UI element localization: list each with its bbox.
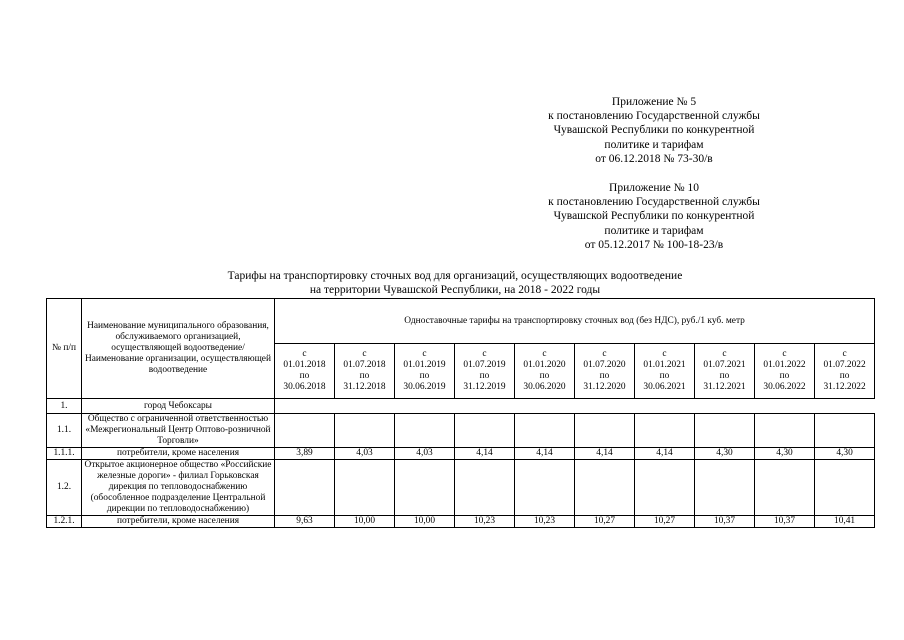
tariff-value <box>515 414 575 448</box>
period-header <box>335 344 395 399</box>
tariff-value <box>335 414 395 448</box>
document-title <box>60 269 850 297</box>
row-number: 1.1.1. <box>47 448 82 460</box>
period-from-word: с <box>302 349 307 359</box>
tariff-value: 4,03 <box>335 448 395 460</box>
tariff-value <box>455 414 515 448</box>
period-to: 30.06.2018 <box>283 382 326 392</box>
period-to-word: по <box>599 371 610 381</box>
title-line-1: Тарифы на транспортировку сточных вод для организаций, осуществляющих водоотведение <box>227 270 683 282</box>
period-to-word: по <box>539 371 550 381</box>
tariff-value: 10,37 <box>695 516 755 528</box>
period-header <box>815 344 875 399</box>
tariff-value: 4,03 <box>395 448 455 460</box>
appendix-5-heading <box>500 95 808 166</box>
tariff-value: 10,00 <box>395 516 455 528</box>
table-row <box>47 516 875 528</box>
appendix-line: от 05.12.2017 № 100-18-23/в <box>584 238 724 251</box>
tariff-value <box>275 460 335 516</box>
table-row <box>47 399 875 414</box>
appendix-line: к постановлению Государственной службы <box>548 110 760 123</box>
period-header <box>695 344 755 399</box>
period-header <box>455 344 515 399</box>
tariff-value <box>275 414 335 448</box>
period-to-word: по <box>719 371 730 381</box>
appendix-line: Чувашской Республики по конкурентной <box>553 124 755 137</box>
appendix-line: Приложение № 5 <box>611 96 697 108</box>
tariff-value <box>755 414 815 448</box>
period-from-word: с <box>422 349 427 359</box>
period-from-word: с <box>542 349 547 359</box>
period-from: 01.07.2019 <box>463 360 506 370</box>
header-num: № п/п <box>47 299 82 399</box>
tariff-value <box>635 460 695 516</box>
period-to-word: по <box>839 371 850 381</box>
period-to: 31.12.2020 <box>583 382 626 392</box>
appendix-line: политике и тарифам <box>604 224 704 237</box>
period-from: 01.01.2020 <box>523 360 566 370</box>
tariff-value: 4,30 <box>815 448 875 460</box>
period-header <box>395 344 455 399</box>
title-line-2: на территории Чувашской Республики, на 2018 - 2022 годы <box>309 284 601 296</box>
period-from-word: с <box>482 349 487 359</box>
period-from: 01.01.2018 <box>283 360 326 370</box>
period-to: 31.12.2018 <box>343 382 386 392</box>
table-row <box>47 448 875 460</box>
row-number: 1.1. <box>47 414 82 448</box>
header-name: Наименование муниципального образования, обслуживаемого организацией, осуществляющей водоотведение/ Наименование организации, осуществляющей водоотведение <box>82 299 275 399</box>
appendix-line: к постановлению Государственной службы <box>548 196 760 209</box>
period-from-word: с <box>722 349 727 359</box>
period-to-word: по <box>659 371 670 381</box>
tariff-value: 10,27 <box>575 516 635 528</box>
period-from: 01.01.2022 <box>763 360 806 370</box>
tariff-value: 10,23 <box>515 516 575 528</box>
period-from: 01.01.2019 <box>403 360 446 370</box>
tariff-value: 4,14 <box>635 448 695 460</box>
period-from: 01.01.2021 <box>643 360 686 370</box>
appendix-line: политике и тарифам <box>604 138 704 151</box>
consumer-category: потребители, кроме населения <box>82 516 275 528</box>
row-number: 1.2. <box>47 460 82 516</box>
period-header <box>275 344 335 399</box>
tariff-value <box>695 414 755 448</box>
tariff-value: 10,23 <box>455 516 515 528</box>
table-row <box>47 414 875 448</box>
organization-name: Открытое акционерное общество «Российские железные дороги» - филиал Горьковская дирекция по тепловодоснабжению (обособленное подразделение Центральной дирекции по тепловодоснабжению) <box>82 460 275 516</box>
tariff-value: 4,30 <box>695 448 755 460</box>
appendix-10-heading <box>500 181 808 252</box>
period-from-word: с <box>602 349 607 359</box>
period-from-word: с <box>782 349 787 359</box>
tariff-value <box>695 460 755 516</box>
consumer-category: потребители, кроме населения <box>82 448 275 460</box>
tariff-value <box>635 414 695 448</box>
appendix-line: Чувашской Республики по конкурентной <box>553 210 755 223</box>
period-to: 30.06.2021 <box>643 382 686 392</box>
tariff-value <box>755 460 815 516</box>
period-to: 30.06.2019 <box>403 382 446 392</box>
tariff-value: 4,30 <box>755 448 815 460</box>
tariff-value: 3,89 <box>275 448 335 460</box>
appendix-line: от 06.12.2018 № 73-30/в <box>595 152 713 165</box>
period-header <box>515 344 575 399</box>
row-number: 1. <box>47 399 82 414</box>
period-header <box>635 344 695 399</box>
period-to: 31.12.2022 <box>823 382 866 392</box>
tariff-value: 10,00 <box>335 516 395 528</box>
tariff-value: 4,14 <box>455 448 515 460</box>
tariff-value: 4,14 <box>515 448 575 460</box>
row-number: 1.2.1. <box>47 516 82 528</box>
tariff-value <box>575 460 635 516</box>
period-from: 01.07.2022 <box>823 360 866 370</box>
header-tariffs: Одноставочные тарифы на транспортировку сточных вод (без НДС), руб./1 куб. метр <box>275 299 875 344</box>
period-from: 01.07.2020 <box>583 360 626 370</box>
tariff-value <box>455 460 515 516</box>
period-header <box>755 344 815 399</box>
period-to-word: по <box>299 371 310 381</box>
period-from-word: с <box>842 349 847 359</box>
section-spacer <box>275 399 875 414</box>
period-to-word: по <box>419 371 430 381</box>
tariff-value: 4,14 <box>575 448 635 460</box>
tariff-value: 10,37 <box>755 516 815 528</box>
organization-name: Общество с ограниченной ответственностью «Межрегиональный Центр Оптово-розничной Торговли» <box>82 414 275 448</box>
tariff-value: 10,27 <box>635 516 695 528</box>
tariff-value <box>335 460 395 516</box>
tariff-value <box>815 460 875 516</box>
period-to-word: по <box>779 371 790 381</box>
tariff-value: 10,41 <box>815 516 875 528</box>
period-to: 30.06.2022 <box>763 382 806 392</box>
tariff-value <box>815 414 875 448</box>
tariff-value <box>395 414 455 448</box>
tariff-value: 9,63 <box>275 516 335 528</box>
period-to: 31.12.2019 <box>463 382 506 392</box>
table-row <box>47 460 875 516</box>
period-from: 01.07.2018 <box>343 360 386 370</box>
section-name: город Чебоксары <box>82 399 275 414</box>
appendix-line: Приложение № 10 <box>609 182 699 194</box>
period-to-word: по <box>359 371 370 381</box>
period-to: 30.06.2020 <box>523 382 566 392</box>
period-to: 31.12.2021 <box>703 382 746 392</box>
period-from: 01.07.2021 <box>703 360 746 370</box>
period-from-word: с <box>662 349 667 359</box>
tariff-value <box>515 460 575 516</box>
tariff-value <box>575 414 635 448</box>
tariffs-table <box>46 298 875 528</box>
period-from-word: с <box>362 349 367 359</box>
tariff-value <box>395 460 455 516</box>
period-header <box>575 344 635 399</box>
period-to-word: по <box>479 371 490 381</box>
